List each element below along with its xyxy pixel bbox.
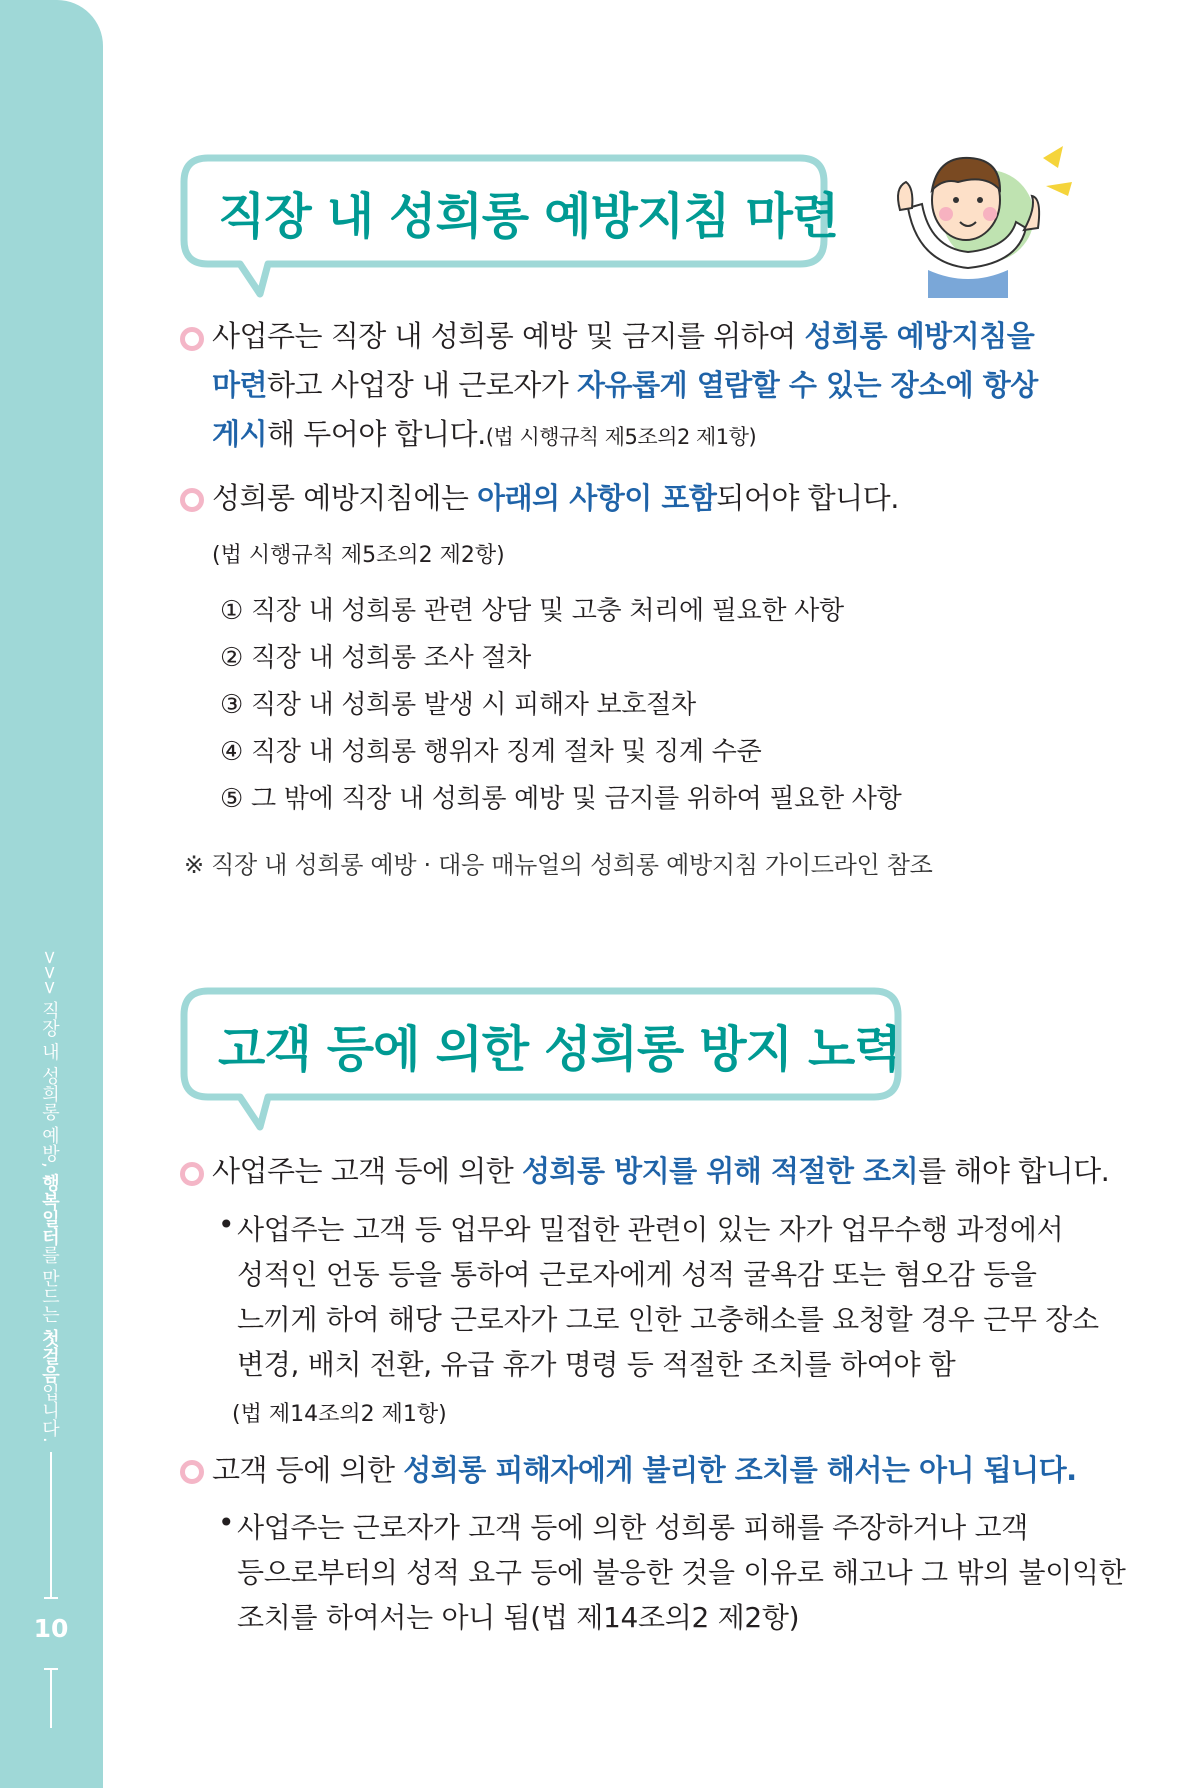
detail-line: 성적인 언동 등을 통하여 근로자에게 성적 굴욕감 또는 혐오감 등을 <box>237 1258 1037 1291</box>
section1-title: 직장 내 성희롱 예방지침 마련 <box>218 188 839 245</box>
section2-title: 고객 등에 의한 성희롱 방지 노력 <box>218 1021 901 1078</box>
text: 고객 등에 의한 <box>212 1453 404 1487</box>
slogan-mid: 를 만드는 <box>39 1245 60 1330</box>
highlight: 마련 <box>212 368 268 402</box>
legal-reference: (법 시행규칙 제5조의2 제1항) <box>485 425 757 449</box>
bullet-icon <box>180 488 204 512</box>
slogan-bold-1: 행복일터 <box>39 1173 60 1246</box>
sidebar-arrows: >>> <box>39 950 60 996</box>
detail-line: 사업주는 고객 등 업무와 밀접한 관련이 있는 자가 업무수행 과정에서 <box>237 1213 1064 1246</box>
dot-bullet: • <box>218 1506 235 1539</box>
reference-note: ※ 직장 내 성희롱 예방 · 대응 매뉴얼의 성희롱 예방지침 가이드라인 참조 <box>184 851 933 879</box>
text: 성희롱 예방지침에는 <box>212 481 478 515</box>
text: 사업주는 고객 등에 의한 <box>212 1154 523 1188</box>
sidebar-slogan <box>36 950 62 1443</box>
sidebar <box>0 0 103 1788</box>
list-item: ⑤ 그 밖에 직장 내 성희롱 예방 및 금지를 위하여 필요한 사항 <box>220 784 902 814</box>
bullet-icon <box>180 327 204 351</box>
section2-title-bubble <box>178 985 904 1133</box>
section2-paragraph-2 <box>212 1446 1077 1495</box>
bullet-icon <box>180 1162 204 1186</box>
list-item: ④ 직장 내 성희롱 행위자 징계 절차 및 징계 수준 <box>220 737 762 767</box>
text: 사업주는 직장 내 성희롱 예방 및 금지를 위하여 <box>212 319 805 353</box>
text: 를 해야 합니다. <box>918 1154 1110 1188</box>
sidebar-tick-top <box>44 1597 58 1599</box>
highlight: 게시 <box>212 417 268 451</box>
list-item: ③ 직장 내 성희롱 발생 시 피해자 보호절차 <box>220 690 696 720</box>
slogan-bold-2: 첫걸음 <box>39 1329 60 1384</box>
detail-line: 사업주는 근로자가 고객 등에 의한 성희롱 피해를 주장하거나 고객 <box>237 1511 1029 1544</box>
list-item: ② 직장 내 성희롱 조사 절차 <box>220 643 531 673</box>
highlight: 성희롱 피해자에게 불리한 조치를 해서는 아니 됩니다. <box>403 1453 1077 1487</box>
legal-reference: (법 시행규칙 제5조의2 제2항) <box>212 543 505 568</box>
detail-line: 변경, 배치 전환, 유급 휴가 명령 등 적절한 조치를 하여야 함 <box>237 1348 956 1381</box>
section1-paragraph-2 <box>212 474 899 523</box>
sidebar-divider-top <box>50 1452 52 1597</box>
detail-line: 등으로부터의 성적 요구 등에 불응한 것을 이유로 해고나 그 밖의 불이익한 <box>237 1556 1126 1589</box>
slogan-prefix: 직장 내 성희롱 예방, <box>39 1000 60 1174</box>
sidebar-divider-bottom <box>50 1668 52 1728</box>
detail-line: 조치를 하여서는 아니 됨(법 제14조의2 제2항) <box>237 1601 800 1634</box>
highlight: 아래의 사항이 포함 <box>477 481 717 515</box>
text: 되어야 합니다. <box>716 481 899 515</box>
highlight: 성희롱 방지를 위해 적절한 조치 <box>522 1154 919 1188</box>
mascot-illustration <box>858 138 1078 298</box>
highlight: 자유롭게 열람할 수 있는 장소에 항상 <box>577 368 1038 402</box>
text: 하고 사업장 내 근로자가 <box>267 368 578 402</box>
bullet-icon <box>180 1460 204 1484</box>
section1-title-bubble <box>178 152 839 300</box>
slogan-suffix: 입니다. <box>39 1383 60 1443</box>
text: 해 두어야 합니다. <box>267 417 486 451</box>
dot-bullet: • <box>218 1208 235 1241</box>
legal-reference: (법 제14조의2 제1항) <box>232 1402 447 1427</box>
detail-line: 느끼게 하여 해당 근로자가 그로 인한 고충해소를 요청할 경우 근무 장소 <box>237 1303 1099 1336</box>
section2-paragraph-1 <box>212 1147 1109 1196</box>
highlight: 성희롱 예방지침을 <box>804 319 1035 353</box>
list-item: ① 직장 내 성희롱 관련 상담 및 고충 처리에 필요한 사항 <box>220 596 844 626</box>
page-number: 10 <box>33 1614 69 1643</box>
section1-paragraph-1 <box>212 312 1038 462</box>
